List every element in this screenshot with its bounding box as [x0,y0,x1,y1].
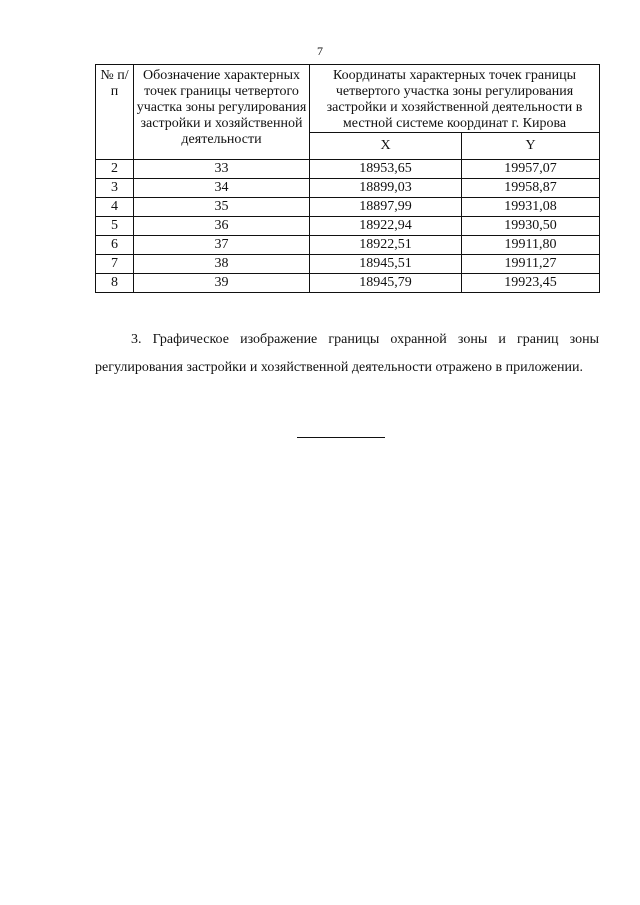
end-of-document-rule [297,437,385,438]
table-row [96,217,600,236]
cell-y: 19957,07 [462,160,600,179]
cell-x: 18953,65 [310,160,462,179]
cell-x: 18922,94 [310,217,462,236]
body-paragraph: 3. Графическое изображение границы охранной зоны и границ зоны регулирования застройки и хозяйственной деятельности отражено в приложении. [95,332,599,375]
header-x: X [310,133,462,160]
cell-point: 37 [134,236,310,255]
cell-number: 8 [96,274,134,293]
table-row [96,179,600,198]
cell-y: 19923,45 [462,274,600,293]
cell-number: 4 [96,198,134,217]
header-coordinates: Координаты характерных точек границы четвертого участка зоны регулирования застройки и хозяйственной деятельности в местной системе координат г. Кирова [310,65,600,133]
cell-x: 18945,51 [310,255,462,274]
cell-y: 19931,08 [462,198,600,217]
cell-number: 3 [96,179,134,198]
header-number: № п/п [96,65,134,160]
cell-number: 6 [96,236,134,255]
cell-number: 7 [96,255,134,274]
cell-x: 18922,51 [310,236,462,255]
cell-y: 19911,80 [462,236,600,255]
cell-number: 2 [96,160,134,179]
coordinates-table [95,64,600,293]
cell-number: 5 [96,217,134,236]
cell-point: 35 [134,198,310,217]
cell-y: 19911,27 [462,255,600,274]
header-point-designation: Обозначение характерных точек границы четвертого участка зоны регулирования застройки и хозяйственной деятельности [134,65,310,160]
cell-x: 18945,79 [310,274,462,293]
cell-point: 34 [134,179,310,198]
cell-x: 18897,99 [310,198,462,217]
cell-point: 33 [134,160,310,179]
header-y: Y [462,133,600,160]
table-row [96,198,600,217]
page-number: 7 [317,44,323,58]
table-row [96,255,600,274]
table-row [96,236,600,255]
cell-point: 36 [134,217,310,236]
table-row [96,160,600,179]
cell-x: 18899,03 [310,179,462,198]
table-row [96,274,600,293]
cell-y: 19930,50 [462,217,600,236]
cell-y: 19958,87 [462,179,600,198]
cell-point: 38 [134,255,310,274]
cell-point: 39 [134,274,310,293]
